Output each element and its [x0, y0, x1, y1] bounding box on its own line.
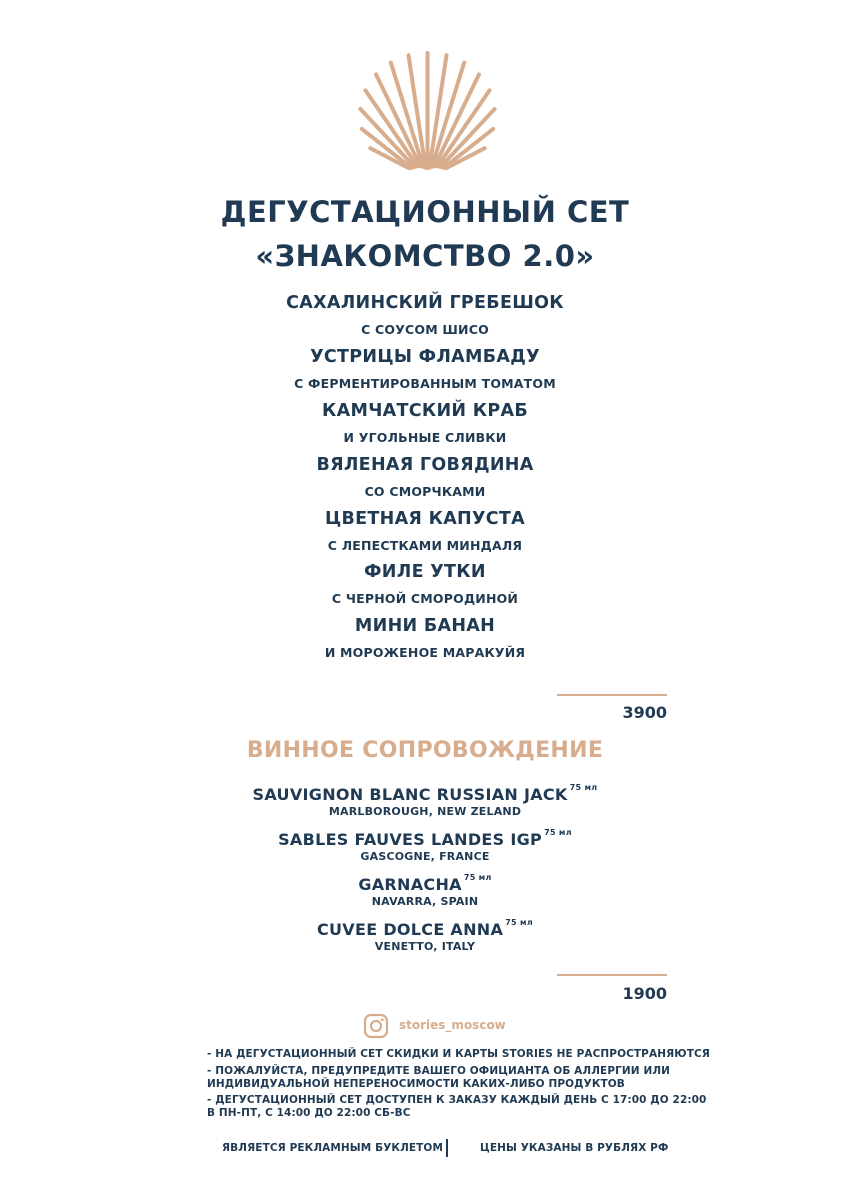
wine-region: GASCOGNE, FRANCE [360, 850, 490, 863]
instagram-handle[interactable]: stories_moscow [399, 1018, 506, 1032]
dish-description: С ЧЕРНОЙ СМОРОДИНОЙ [331, 591, 519, 606]
wine-name: SAUVIGNON BLANC RUSSIAN JACK $^{75 мл}$ [252, 783, 598, 804]
set-price: 3900 [622, 703, 667, 722]
dish-description: И МОРОЖЕНОЕ МАРАКУЙЯ [324, 645, 526, 660]
wine-heading: ВИННОЕ СОПРОВОЖДЕНИЕ [246, 738, 604, 763]
wine-name: SABLES FAUVES LANDES IGP $^{75 мл}$ [278, 828, 572, 849]
dish-name: МИНИ БАНАН [354, 616, 496, 636]
price-divider [557, 974, 667, 976]
wine-region: VENETTO, ITALY [374, 940, 476, 953]
price-divider [557, 694, 667, 696]
footer-currency: ЦЕНЫ УКАЗАНЫ В РУБЛЯХ РФ [480, 1142, 669, 1154]
wine-volume: 75 мл [544, 828, 572, 837]
dish-name: ФИЛЕ УТКИ [364, 562, 486, 582]
dish-name: УСТРИЦЫ ФЛАМБАДУ [310, 347, 540, 367]
dish-name: САХАЛИНСКИЙ ГРЕБЕШОК [286, 293, 564, 313]
wine-name: GARNACHA $^{75 мл}$ [358, 873, 492, 894]
dish-description: СО СМОРЧКАМИ [364, 484, 486, 499]
dish-description: С ЛЕПЕСТКАМИ МИНДАЛЯ [327, 538, 523, 553]
wine-region: NAVARRA, SPAIN [371, 895, 479, 908]
footer-divider [446, 1139, 448, 1157]
wine-volume: 75 мл [505, 918, 534, 927]
instagram-icon[interactable] [363, 1013, 389, 1039]
dish-name: КАМЧАТСКИЙ КРАБ [322, 401, 528, 421]
footer-advertising: ЯВЛЯЕТСЯ РЕКЛАМНЫМ БУКЛЕТОМ [222, 1142, 444, 1154]
menu-title-line2: «ЗНАКОМСТВО 2.0» [255, 239, 595, 273]
note-allergy: - ПОЖАЛУЙСТА, ПРЕДУПРЕДИТЕ ВАШЕГО ОФИЦИАНТА ОБ АЛЛЕРГИИ ИЛИ ИНДИВИДУАЛЬНОЙ НЕПЕРЕНОСИМОСТИ КАКИХ-ЛИБО ПРОДУКТОВ [207, 1065, 671, 1090]
wine-volume: 75 мл [569, 783, 598, 792]
wine-name: CUVEE DOLCE ANNA $^{75 мл}$ [316, 918, 534, 939]
wine-volume: 75 мл [463, 873, 492, 882]
menu-title-line1: ДЕГУСТАЦИОННЫЙ СЕТ [220, 195, 630, 229]
dish-name: ВЯЛЕНАЯ ГОВЯДИНА [316, 455, 534, 475]
note-availability: - ДЕГУСТАЦИОННЫЙ СЕТ ДОСТУПЕН К ЗАКАЗУ КАЖДЫЙ ДЕНЬ С 17:00 ДО 22:00 В ПН-ПТ, С 14:00 ДО 22:00 СБ-ВС [207, 1094, 707, 1119]
dish-name: ЦВЕТНАЯ КАПУСТА [324, 509, 526, 529]
shell-icon [340, 46, 515, 171]
dish-description: С ФЕРМЕНТИРОВАННЫМ ТОМАТОМ [294, 376, 556, 391]
dish-description: И УГОЛЬНЫЕ СЛИВКИ [343, 430, 507, 445]
wine-price: 1900 [622, 984, 667, 1003]
note-discounts: - НА ДЕГУСТАЦИОННЫЙ СЕТ СКИДКИ И КАРТЫ STORIES НЕ РАСПРОСТРАНЯЮТСЯ [207, 1048, 710, 1060]
wine-region: MARLBOROUGH, NEW ZELAND [328, 805, 522, 818]
dish-description: С СОУСОМ ШИСО [361, 322, 489, 337]
